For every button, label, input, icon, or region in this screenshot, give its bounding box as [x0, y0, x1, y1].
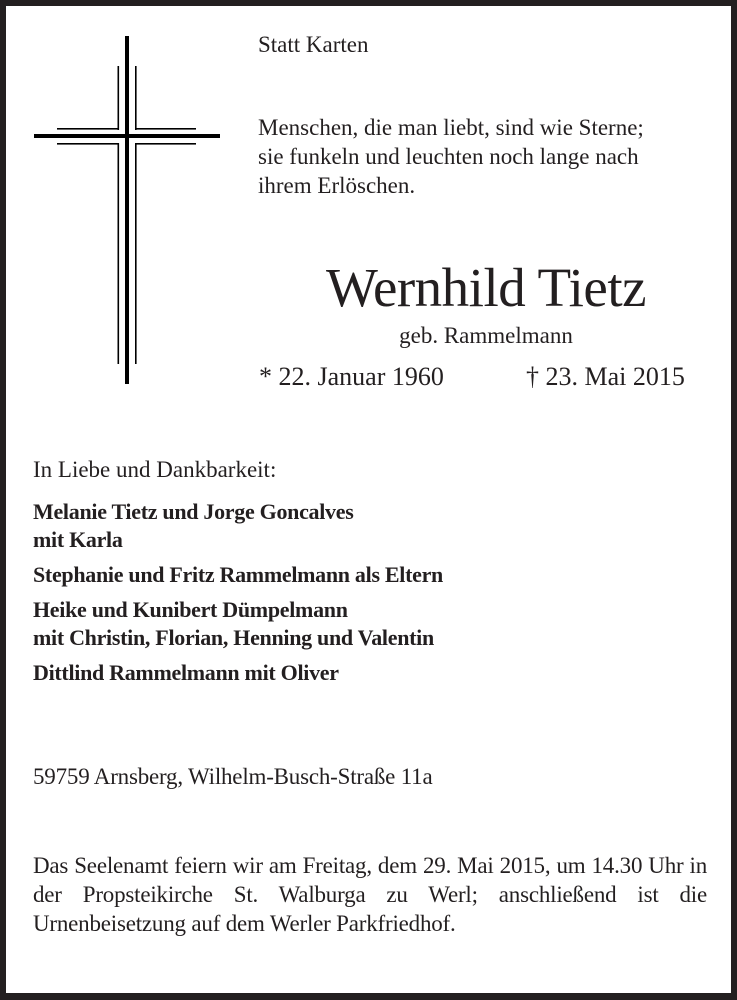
mourner-group	[33, 596, 443, 652]
statt-karten-label: Statt Karten	[258, 32, 369, 57]
mourners-intro: In Liebe und Dankbarkeit:	[33, 457, 277, 482]
mourner-group	[33, 498, 443, 554]
mourners-list	[33, 498, 443, 694]
mourner-line: mit Karla	[33, 527, 123, 552]
birth-name: geb. Rammelmann	[399, 323, 573, 348]
quote-line: sie funkeln und leuchten noch lange nach	[258, 144, 639, 169]
deceased-name: Wernhild Tietz	[325, 257, 647, 318]
death-date: † 23. Mai 2015	[526, 362, 685, 391]
cross-icon	[6, 6, 246, 406]
mourner-group	[33, 659, 443, 687]
mourner-line: Melanie Tietz und Jorge Goncalves	[33, 499, 354, 524]
mourner-line: mit Christin, Florian, Henning und Valentin	[33, 625, 434, 650]
birth-date: * 22. Januar 1960	[259, 362, 444, 391]
mourner-line: Dittlind Rammelmann mit Oliver	[33, 660, 339, 685]
memorial-quote	[258, 113, 644, 200]
service-notice: Das Seelenamt feiern wir am Freitag, dem 29. Mai 2015, um 14.30 Uhr in der Propsteikirche St. Walburga zu Werl; anschließend ist die Urnenbeisetzung auf dem Werler Parkfriedhof.	[33, 853, 707, 936]
quote-line: Menschen, die man liebt, sind wie Sterne;	[258, 115, 644, 140]
mourner-line: Heike und Kunibert Dümpelmann	[33, 597, 348, 622]
quote-line: ihrem Erlöschen.	[258, 173, 416, 198]
mourner-group	[33, 561, 443, 589]
family-address: 59759 Arnsberg, Wilhelm-Busch-Straße 11a	[33, 764, 433, 789]
mourner-line: Stephanie und Fritz Rammelmann als Eltern	[33, 562, 443, 587]
obituary-card	[6, 6, 731, 993]
